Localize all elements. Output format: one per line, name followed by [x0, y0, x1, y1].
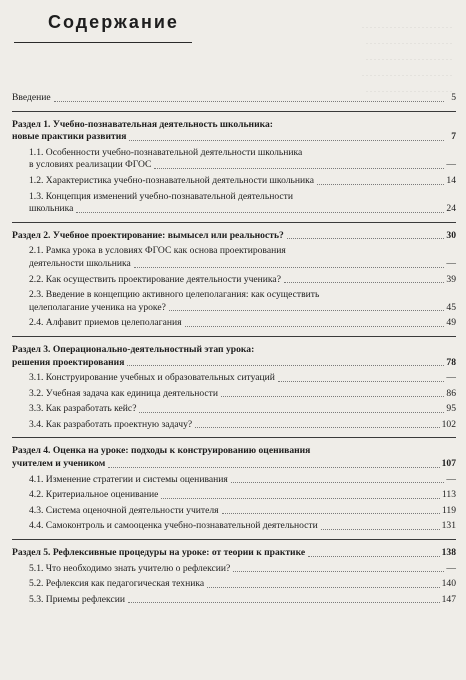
leader-dots: [221, 396, 444, 397]
toc-subsection-text-line: 3.4. Как разработать проектную задачу?: [29, 418, 193, 430]
toc-subsection-page: 86: [446, 387, 456, 399]
toc-subsection-page: —: [446, 159, 456, 171]
toc-subsection-4-2[interactable]: [12, 489, 456, 502]
toc-subsection-page: 45: [446, 301, 456, 313]
toc-subsection-page: 113: [441, 489, 456, 501]
toc-subsection-text-line: 2.1. Рамка урока в условиях ФГОС как основа проектирования: [29, 245, 286, 257]
toc-subsection-page: 24: [446, 203, 456, 215]
leader-dots: [231, 482, 444, 483]
leader-dots: [308, 556, 439, 557]
leader-dots: [317, 184, 444, 185]
toc-subsection-page: 95: [446, 403, 456, 415]
toc-subsection-page: —: [446, 257, 456, 269]
toc-subsection-text-line: в условиях реализации ФГОС: [29, 159, 152, 171]
toc-subsection-row: [29, 159, 456, 172]
toc-subsection-row: [29, 302, 456, 315]
toc-subsection-3-1[interactable]: [12, 372, 456, 385]
toc-subsection-1-2[interactable]: [12, 175, 456, 188]
toc-subsection-text-line: целеполагание ученика на уроке?: [29, 301, 166, 313]
toc-section-heading-text-line: учителем и учеником: [12, 458, 106, 470]
toc-subsection-text-line: 2.2. Как осуществить проектирование деятельности ученика?: [29, 273, 281, 285]
toc-subsection-row: [29, 274, 456, 287]
toc-subsection-5-3[interactable]: [12, 594, 456, 607]
section-divider: [12, 111, 456, 112]
leader-dots: [278, 381, 444, 382]
toc-intro-text: Введение: [12, 92, 51, 103]
toc-subsection-row: [29, 563, 456, 576]
toc-subsection-2-1[interactable]: [12, 245, 456, 270]
toc-subsection-page: 39: [446, 273, 456, 285]
toc-section-heading-row: [12, 458, 456, 471]
section-divider: [12, 222, 456, 223]
toc-subsection-3-2[interactable]: [12, 388, 456, 401]
toc-subsection-row: [29, 505, 456, 518]
toc-subsection-3-3[interactable]: [12, 403, 456, 416]
leader-dots: [195, 427, 439, 428]
toc-subsection-text-line: 1.1. Особенности учебно-познавательной деятельности школьника: [29, 146, 303, 158]
toc-subsection-page: 140: [441, 578, 456, 590]
toc-section-2[interactable]: [12, 230, 456, 243]
leader-dots: [284, 282, 444, 283]
toc-intro-page: 5: [451, 92, 456, 103]
toc-subsection-page: —: [446, 473, 456, 485]
leader-dots: [134, 267, 444, 268]
toc-subsection-4-1[interactable]: [12, 474, 456, 487]
toc-section-heading-row: [12, 357, 456, 370]
toc-subsection-text-line: 4.2. Критериальное оценивание: [29, 489, 159, 501]
section-divider: [12, 437, 456, 438]
toc-subsection-row: [29, 203, 456, 216]
page-title: Содержание: [48, 12, 179, 32]
toc-subsection-row: [29, 520, 456, 533]
toc-subsection-text-line: 5.3. Приемы рефлексии: [29, 593, 125, 605]
toc-subsection-1-1[interactable]: [12, 147, 456, 172]
toc-subsection-text-line: 2.4. Алфавит приемов целеполагания: [29, 317, 182, 329]
toc-subsection-text-line: школьника: [29, 203, 74, 215]
leader-dots: [185, 326, 444, 327]
table-of-contents: [12, 92, 456, 606]
toc-subsection-page: 147: [441, 593, 456, 605]
toc-subsection-2-2[interactable]: [12, 274, 456, 287]
toc-subsection-page: 49: [446, 317, 456, 329]
toc-subsection-text-line: 3.1. Конструирование учебных и образовательных ситуаций: [29, 372, 275, 384]
toc-section-heading-page: 138: [441, 547, 456, 559]
section-divider: [12, 336, 456, 337]
show-through-text: . . . . . . . . . . . . . . . . . . . . . . . . . . . . . . . . . . . . . . . . . . . . . . . . . . . . . . . . . . . . . . . . . . . . . . . . . . . . . . . . . . . . . . . . . . . . . . . . . . . . . . . . . . . . . . . .: [362, 21, 452, 94]
leader-dots: [108, 467, 439, 468]
toc-section-5[interactable]: [12, 547, 456, 560]
toc-subsection-text-line: 5.2. Рефлексия как педагогическая техника: [29, 578, 205, 590]
toc-section-3[interactable]: [12, 344, 456, 369]
toc-subsection-text-line: 4.1. Изменение стратегии и системы оценивания: [29, 473, 228, 485]
toc-subsection-text-line: 4.4. Самоконтроль и самооценка учебно-познавательной деятельности: [29, 520, 318, 532]
toc-section-heading-row: [12, 230, 456, 243]
title-underline: [14, 42, 192, 43]
toc-subsection-row: [29, 175, 456, 188]
toc-subsection-text-line: деятельности школьника: [29, 257, 131, 269]
section-divider: [12, 539, 456, 540]
toc-section-heading-page: 78: [446, 356, 456, 368]
toc-subsection-row: [29, 258, 456, 271]
leader-dots: [161, 498, 440, 499]
toc-subsection-text-line: 4.3. Система оценочной деятельности учителя: [29, 504, 219, 516]
toc-subsection-page: 131: [441, 520, 456, 532]
toc-subsection-row: [29, 489, 456, 502]
toc-subsection-text-line: 3.2. Учебная задача как единица деятельности: [29, 387, 218, 399]
toc-subsection-row: [29, 317, 456, 330]
toc-section-heading-page: 107: [441, 458, 456, 470]
toc-subsection-row: [29, 594, 456, 607]
toc-subsection-4-4[interactable]: [12, 520, 456, 533]
toc-subsection-5-2[interactable]: [12, 578, 456, 591]
toc-section-heading-page: 7: [451, 131, 456, 143]
toc-section-heading-page: 30: [446, 229, 456, 241]
toc-subsection-2-3[interactable]: [12, 289, 456, 314]
toc-section-heading-text-line: Раздел 5. Рефлексивные процедуры на уроке: от теории к практике: [12, 547, 306, 559]
toc-subsection-text-line: 1.3. Концепция изменений учебно-познавательной деятельности: [29, 190, 293, 202]
toc-subsection-row: [29, 372, 456, 385]
toc-section-heading-text-line: Раздел 3. Операционально-деятельностный этап урока:: [12, 343, 255, 355]
toc-subsection-4-3[interactable]: [12, 505, 456, 518]
toc-subsection-text-line: 5.1. Что необходимо знать учителю о рефлексии?: [29, 562, 231, 574]
leader-dots: [129, 140, 444, 141]
toc-section-heading-row: [12, 547, 456, 560]
toc-subsection-page: —: [446, 562, 456, 574]
toc-subsection-text-line: 1.2. Характеристика учебно-познавательной деятельности школьника: [29, 174, 314, 186]
toc-subsection-text-line: 3.3. Как разработать кейс?: [29, 403, 137, 415]
toc-section-1[interactable]: [12, 119, 456, 144]
toc-subsection-2-4[interactable]: [12, 317, 456, 330]
leader-dots: [233, 571, 444, 572]
toc-section-heading-text-line: Раздел 4. Оценка на уроке: подходы к конструированию оценивания: [12, 445, 311, 457]
toc-section-heading-row: [12, 131, 456, 144]
leader-dots: [169, 310, 444, 311]
toc-subsection-text-line: 2.3. Введение в концепцию активного целеполагания: как осуществить: [29, 289, 320, 301]
toc-subsection-1-3[interactable]: [12, 191, 456, 216]
toc-subsection-page: 102: [441, 418, 456, 430]
toc-subsection-3-4[interactable]: [12, 419, 456, 432]
leader-dots: [54, 101, 444, 102]
toc-section-heading-text-line: Раздел 2. Учебное проектирование: вымысел или реальность?: [12, 229, 284, 241]
toc-subsection-row: [29, 388, 456, 401]
toc-subsection-page: —: [446, 372, 456, 384]
leader-dots: [76, 212, 444, 213]
toc-section-4[interactable]: [12, 445, 456, 470]
leader-dots: [154, 168, 444, 169]
leader-dots: [222, 513, 440, 514]
toc-subsection-page: 119: [441, 504, 456, 516]
toc-subsection-5-1[interactable]: [12, 563, 456, 576]
toc-section-heading-text-line: новые практики развития: [12, 131, 127, 143]
toc-subsection-row: [29, 474, 456, 487]
leader-dots: [321, 529, 440, 530]
toc-subsection-row: [29, 419, 456, 432]
toc-subsection-row: [29, 578, 456, 591]
leader-dots: [128, 602, 440, 603]
toc-intro[interactable]: [12, 92, 456, 105]
toc-section-heading-text-line: решения проектирования: [12, 356, 125, 368]
toc-subsection-page: 14: [446, 174, 456, 186]
leader-dots: [287, 238, 444, 239]
toc-section-heading-text-line: Раздел 1. Учебно-познавательная деятельность школьника:: [12, 118, 273, 130]
leader-dots: [139, 412, 444, 413]
toc-subsection-row: [29, 403, 456, 416]
leader-dots: [207, 587, 439, 588]
leader-dots: [127, 365, 444, 366]
